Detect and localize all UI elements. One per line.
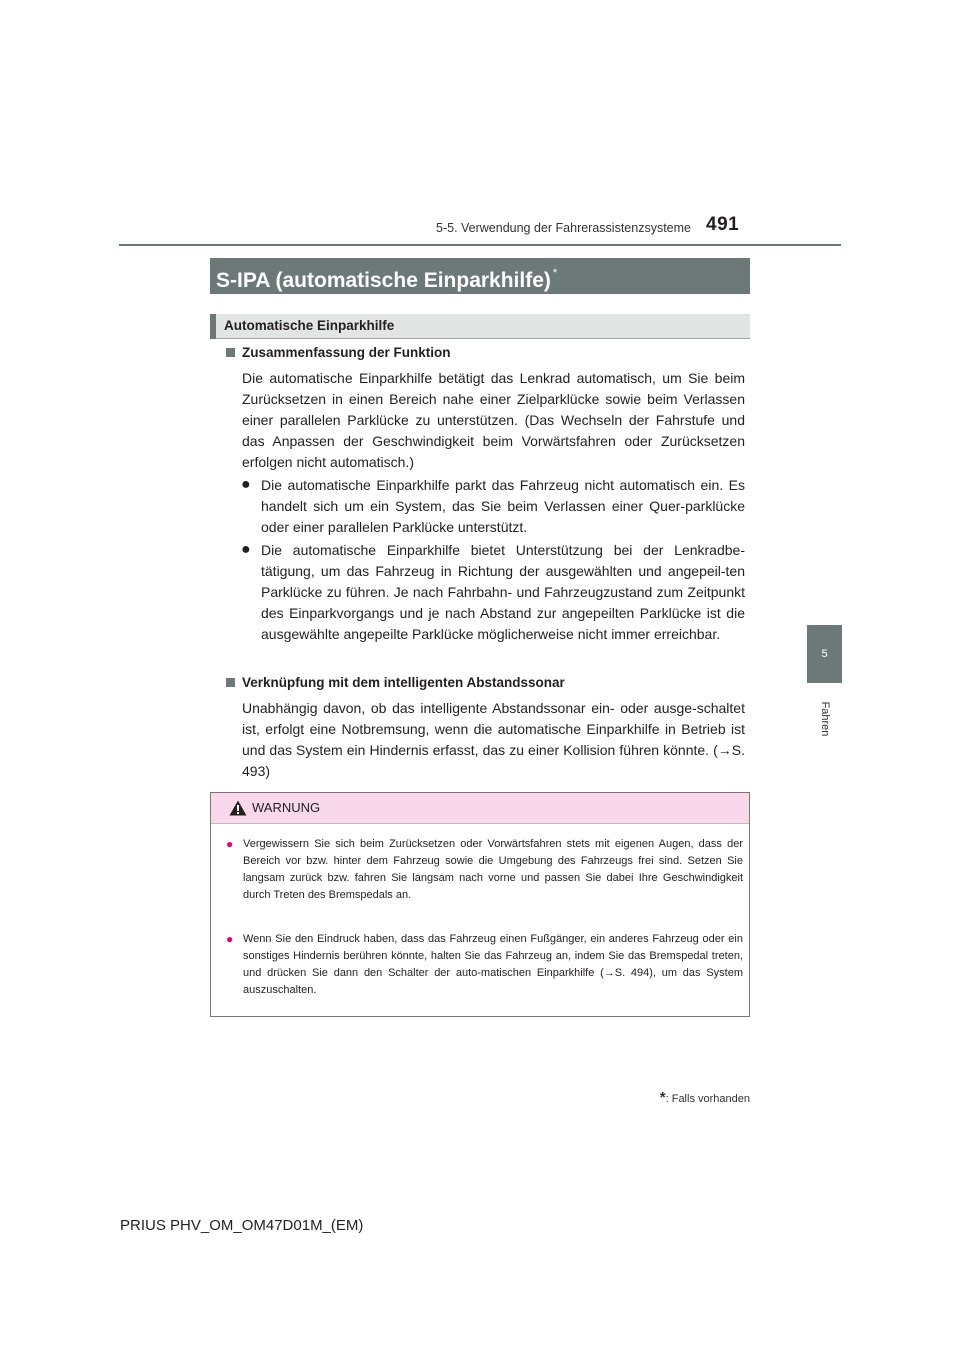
availability-mark: * xyxy=(552,267,558,279)
document-id: PRIUS PHV_OM_OM47D01M_(EM) xyxy=(120,1217,364,1234)
page-number: 491 xyxy=(706,214,740,235)
header-divider xyxy=(119,244,841,246)
chapter-number: 5 xyxy=(821,648,828,660)
section-summary-paragraph: Die automatische Einparkhilfe betätigt das Lenkrad automatisch, um Sie beim Zurücksetzen in einen Bereich nahe einer Zielparklücke sowie beim Verlassen einer parallelen Parklücke zu unterstützen. (Das Wechseln der Fahrstufe und das Anpassen der Geschwindigkeit beim Vorwärtsfahren oder Zurücksetzen erfolgen nicht automatisch.) xyxy=(242,370,745,470)
warning-item: Vergewissern Sie sich beim Zurücksetzen oder Vorwärtsfahren stets mit eigenen Augen, dass der Bereich vor bzw. hinter dem Fahrzeug sowie die Umgebung des Fahrzeugs frei sind. Setzen Sie langsam zurück bzw. fahren Sie langsam nach vorne und passen Sie dabei Ihre Geschwindigkeit durch Treten des Bremspedals an. xyxy=(243,838,743,901)
warning-bullet-icon: ● xyxy=(226,837,234,851)
warning-item: Wenn Sie den Eindruck haben, dass das Fahrzeug einen Fußgänger, ein anderes Fahrzeug oder ein sonstiges Hindernis berühren könnte, halten Sie das Fahrzeug an, indem Sie das Bremspedal treten, und drücken Sie dann den Schalter der auto-matischen Einparkhilfe (→S. 494), um das System auszuschalten. xyxy=(243,933,743,996)
page-title-text: S-IPA (automatische Einparkhilfe) xyxy=(216,269,551,292)
bullet-icon: ● xyxy=(241,476,251,493)
section-marker-icon xyxy=(226,678,235,687)
footnote-text: : Falls vorhanden xyxy=(665,1093,750,1105)
bullet-item: Die automatische Einparkhilfe bietet Unterstützung bei der Lenkradbe-tätigung, um das Fahrzeug in Richtung der ausgewählten und angepeil-ten Parklücke zu führen. Je nach Fahrbahn- und Fahrzeugzustand zum Zeitpunkt des Einparkvorgangs und je nach Abstand zur angepeilten Parklücke ist die ausgewählte angepeilte Parklücke möglicherweise nicht immer erreichbar. xyxy=(261,542,745,642)
section-heading-sonar: Verknüpfung mit dem intelligenten Abstandssonar xyxy=(242,675,565,690)
bullet-item: Die automatische Einparkhilfe parkt das Fahrzeug nicht automatisch ein. Es handelt sich um ein System, das Sie beim Verlassen einer Quer-parklücke oder einer parallelen Parklücke unterstützt. xyxy=(261,477,745,535)
chapter-label: Fahren xyxy=(819,701,831,737)
warning-title: WARNUNG xyxy=(252,800,321,815)
page-title xyxy=(216,258,557,294)
subheading-accent xyxy=(210,314,216,339)
section-marker-icon xyxy=(226,348,235,357)
warning-bullet-icon: ● xyxy=(226,932,234,946)
section-sonar-paragraph: Unabhängig davon, ob das intelligente Abstandssonar ein- oder ausge-schaltet ist, erfolgt eine Notbremsung, wenn die automatische Einparkhilfe in Betrieb ist und das System ein Hindernis erfasst, das zu einer Kollision führen könnte. (→S. 493) xyxy=(242,700,745,779)
header-section-title: 5-5. Verwendung der Fahrerassistenzsysteme xyxy=(436,221,691,235)
footnote-mark: * xyxy=(659,1089,666,1106)
warning-triangle-icon xyxy=(229,800,247,816)
footnote xyxy=(600,1089,750,1106)
section-heading-summary: Zusammenfassung der Funktion xyxy=(242,345,451,360)
subheading: Automatische Einparkhilfe xyxy=(224,318,395,333)
bullet-icon: ● xyxy=(241,541,251,558)
